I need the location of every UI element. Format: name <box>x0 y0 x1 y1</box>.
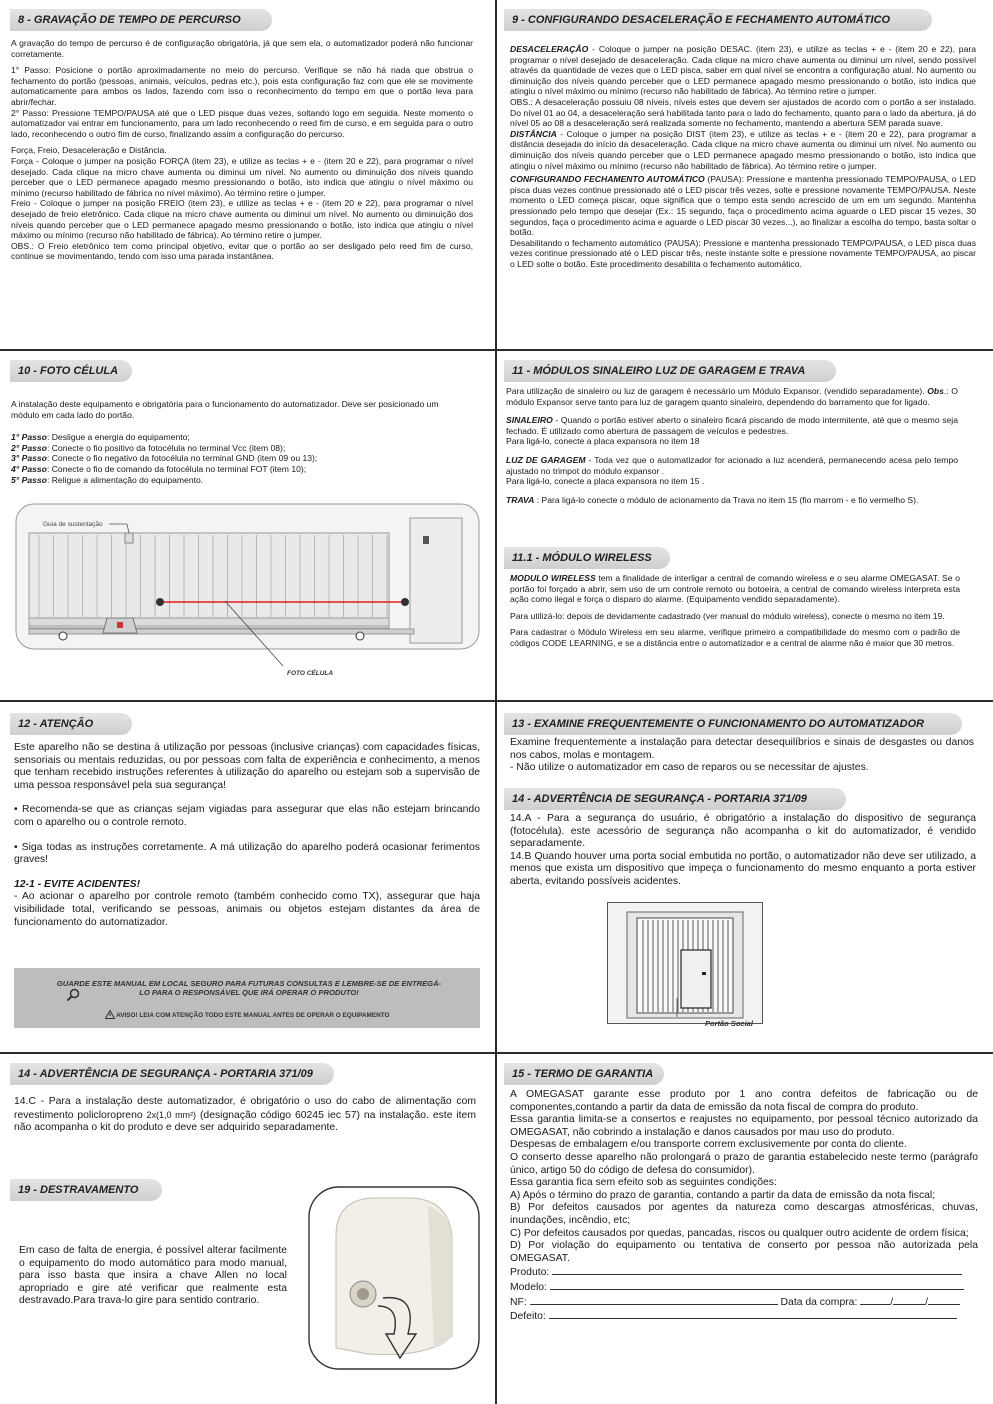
social-door-label: Portão Social <box>705 1019 753 1028</box>
paragraph: • Siga todas as instruções corretamente. A má utilização do aparelho poderá ocasionar ferimentos graves! <box>14 841 480 866</box>
section-8-text <box>11 38 473 262</box>
step-text: : Conecte o fio negativo da fotocélula no terminal GND (item 09 ou 13); <box>46 453 318 464</box>
section-14c-title: 14 - ADVERTÊNCIA DE SEGURANÇA - PORTARIA 371/09 <box>10 1063 334 1085</box>
gate-photocell-diagram <box>15 503 481 683</box>
text: 14.C - Para a instalação deste automatizador, é obrigatório o uso do cabo de alimentação com revestimento policloropreno <box>14 1096 476 1121</box>
paragraph: Essa garantia limita-se a consertos e reajustes no equipamento, por pessoal técnico autorizado da OMEGASAT, não cobrindo a instalação e danos causados por mau uso do produto. <box>510 1114 978 1138</box>
field-label: Data da compra: <box>780 1296 858 1308</box>
warning-icon <box>105 1010 115 1019</box>
section-14-title: 14 - ADVERTÊNCIA DE SEGURANÇA - PORTARIA 371/09 <box>504 788 846 810</box>
step-label: 4° Passo <box>11 463 47 474</box>
steps-list <box>11 432 441 485</box>
section-15-text <box>510 1089 978 1324</box>
blank-line <box>550 1280 964 1290</box>
cable-spec: 2x(1,0 mm²) <box>146 1109 197 1120</box>
step-text: : Desligue a energia do equipamento; <box>46 432 190 443</box>
notice-text: GUARDE ESTE MANUAL EM LOCAL SEGURO PARA FUTURAS CONSULTAS E LEMBRE-SE DE ENTREGÁ- LO PARA O RESPONSÁVEL QUE IRÁ OPERAR O PRODUTO! <box>56 979 442 997</box>
section-11-text <box>506 386 958 505</box>
step-label: 3° Passo <box>11 453 47 464</box>
paragraph <box>510 573 960 605</box>
paragraph <box>506 455 958 476</box>
paragraph: - Ao acionar o aparelho por controle remoto (também conhecido como TX), assegurar que haja visibilidade total, verificando se pessoas, animais ou objetos estejam distantes da área de funcionamento do automatizador. <box>14 891 480 928</box>
paragraph: Este aparelho não se destina à utilização por pessoas (inclusive crianças) com capacidades físicas, sensoriais ou mentais reduzidas, ou por pessoas com falta de experiência e conhecimento, a menos que tenham recebido instruções referentes à utilização do aparelho ou estejam sob a supervisão de uma pessoa responsável pela sua segurança! <box>14 742 480 791</box>
section-14-text <box>510 813 976 889</box>
term: TRAVA <box>506 494 535 505</box>
social-door-diagram <box>607 902 763 1028</box>
paragraph <box>510 44 976 97</box>
term: MODULO WIRELESS <box>510 573 596 583</box>
paragraph <box>14 1096 476 1135</box>
warranty-field-product[interactable] <box>510 1265 978 1280</box>
paragraph: 2° Passo: Pressione TEMPO/PAUSA até que o LED pisque duas vezes, soltando logo em seguida. Neste momento o automatizador vai entrar em funcionamento, para um lado reconhecendo o reed fim de curso, e em seguida para o outro lado, reconhecendo o outro fim de curso, finalizando assim a configuração do percurso. <box>11 107 473 139</box>
term: CONFIGURANDO FECHAMENTO AUTOMÁTICO <box>510 174 705 185</box>
text: (designação código 60245 iec 57) na instalação. este item não acompanha o kit do produto e deve ser adquirido separadamente. <box>14 1109 476 1134</box>
safety-notice <box>14 968 480 1028</box>
row-divider-1 <box>0 349 993 351</box>
step-item <box>11 432 441 443</box>
blank-line <box>530 1295 778 1305</box>
warning-text: AVISO! LEIA COM ATENÇÃO TODO ESTE MANUAL ANTES DE OPERAR O EQUIPAMENTO <box>116 1012 390 1019</box>
step-text: : Religue a alimentação do equipamento. <box>46 474 204 485</box>
section-13-title: 13 - EXAMINE FREQUENTEMENTE O FUNCIONAMENTO DO AUTOMATIZADOR <box>504 713 962 735</box>
section-12-text <box>14 742 480 929</box>
guide-label: Guia de sustentação <box>43 521 103 528</box>
term-text: - Quando o portão estiver aberto o sinaleiro ficará piscando de modo intermitente, até que o mesmo seja fechado. É utilizado como abertura de passagem de veículos e pedestres. <box>506 415 958 436</box>
warranty-field-nf[interactable]: NF: Data da compra: / / <box>510 1295 978 1310</box>
paragraph <box>510 129 976 171</box>
text: .: O módulo Expansor serve tanto para luz de garagem quanto sinaleiro, dependendo do barramento que for ligado. <box>506 386 958 407</box>
paragraph: Para ligá-lo, conecte a placa expansora no item 18 <box>506 436 700 447</box>
term: DESACELERAÇÃO <box>510 44 589 54</box>
notice-warning <box>14 1010 480 1020</box>
blank-line <box>893 1295 925 1305</box>
paragraph: OBS.: O Freio eletrônico tem como principal objetivo, evitar que o portão ao ser desligado pelo reed fim de curso, continue se movimentando, tendo com isso uma parada instantânea. <box>11 240 473 262</box>
step-item <box>11 453 441 464</box>
warranty-field-model[interactable] <box>510 1280 978 1295</box>
section-9-text <box>510 44 976 269</box>
paragraph: Em caso de falta de energia, é possível alterar facilmente o equipamento do modo automático para modo manual, para isso basta que insira a chave Allen no local apropriado e gire até verificar que realmente esta destravado.Para trava-lo gire para sentido contrario. <box>19 1245 287 1307</box>
section-10-text <box>11 399 441 485</box>
paragraph: 1° Passo: Posicione o portão aproximadamente no meio do percurso. Verifique se não há nada que obstrua o fechamento do portão (pessoas, animais, veículos, pedras etc.), pois esta configuração faz com que ele se movimente automaticamente para ambos os lados, fazendo com isso o reconhecimento do tempo em que o portão leva para abrir/fechar. <box>11 65 473 107</box>
step-text: : Conecte o fio de comando da fotocélula no terminal FOT (item 10); <box>46 463 307 474</box>
section-10-title: 10 - FOTO CÉLULA <box>10 360 132 382</box>
paragraph: - Não utilize o automatizador em caso de reparos ou se necessitar de ajustes. <box>510 762 869 774</box>
paragraph: OBS.: A desaceleração possuiu 08 níveis, níveis estes que devem ser ajustados de acordo com o portão a ser instalado. Do nível 01 ao 04, a desaceleração será habilitada tanto para o lado do fechamento, quanto para o lado da abertura, já do nível 05 ao 08 a desaceleração será realizada somente no fechamento, mantendo a abertura SEM parada suave. <box>510 96 976 129</box>
step-item <box>11 464 441 475</box>
paragraph: A OMEGASAT garante esse produto por 1 ano contra defeitos de fabricação ou de componentes,contando a partir da data de emissão da nota fiscal de compra do produto. <box>510 1089 978 1113</box>
term-text: tem a finalidade de interligar a central de comando wireless e o seu alarme OMEGASAT. Se o portão foi forçado a abrir, sem uso de um controle remoto ou botoeira, a central de comando wireless interpreta esta ação como ilegal e força o disparo do alarme. (Equipamento vendido separadamente). <box>510 573 960 605</box>
paragraph: Força - Coloque o jumper na posição FORÇA (item 23), e utilize as teclas + e - (item 20 e 22), para programar o nível desejado. Cada clique na micro chave aumenta ou diminui um nível. No aumento ou diminuição dos níveis quando perceber que o LED permanece apagado mesmo pressionando o botão, isto indica que atingiu o nível máximo ou mínimo (recurso habilitado de fábrica no nível máximo). Ao término retire o jumper. <box>11 155 473 198</box>
step-text: : Conecte o fio positivo da fotocélula no terminal Vcc (item 08); <box>46 442 286 453</box>
paragraph <box>506 386 958 407</box>
step-label: 5° Passo <box>11 474 47 485</box>
paragraph: O conserto desse aparelho não prolongará o prazo de garantia estabelecido neste termo (parágrafo único, artigo 50 do código de defesa do consumidor). <box>510 1151 978 1176</box>
section-11-1-text <box>510 573 960 655</box>
paragraph: Examine frequentemente a instalação para detectar desequilíbrios e sinais de desgastes ou danos nos cabos, molas e montagem. <box>510 737 974 761</box>
paragraph <box>506 495 958 506</box>
paragraph: Força, Freio, Desaceleração e Distância. <box>11 145 167 156</box>
term-text: (PAUSA): Pressione e mantenha pressionado TEMPO/PAUSA, o LED pisca duas vezes continue pressionado até o LED piscar três vezes, solte e pressione novamente TEMPO/PAUSA. Neste momento o LED começa piscar, oque significa que o tempo esta sendo acrescido de um em um segundo. Mantenha pressionado pelo tempo que desejar (Ex.: 15 segundo, faça o procedimento acima aguarde o LED piscar 15 vezes, 30 segundos, faça o procedimento acima e aguarde o LED piscar 30 vezes...), ao finalizar a escolha do tempo, basta soltar o botão. <box>510 174 976 238</box>
paragraph: A instalação deste equipamento e obrigatória para o funcionamento do automatizador. Deve ser posicionado um módulo em cada lado do portão. <box>11 399 439 420</box>
blank-line <box>928 1295 960 1305</box>
term-text: - Coloque o jumper na posição DESAC. (item 23), e utilize as teclas + e - (item 20 e 22), para programar o nível desejado de desaceleração. Cada clique na micro chave aumenta ou diminui um nível, sendo possível através da quantidade de vezes que o LED pisca, saber em qual nível se encontra a configuração atual. No aumento ou diminuição dos níveis quando perceber que o LED permanece apagado mesmo pressionando o botão, isto indica que atingiu o nível máximo ou mínimo (recurso não habilitado de fábrica). Ao término retire o jumper. <box>510 44 976 97</box>
blank-line <box>552 1265 962 1275</box>
photocell-label: FOTO CÉLULA <box>287 670 334 677</box>
paragraph: 14.A - Para a segurança do usuário, é obrigatório a instalação do dispositivo de segurança (fotocélula). este acessório de segurança não acompanha o kit do automatizador, é vendido separadamente. <box>510 813 976 850</box>
paragraph <box>510 174 976 238</box>
paragraph: C) Por defeitos causados por quedas, pancadas, riscos ou qualquer outro acidente de ordem física; <box>510 1227 969 1239</box>
section-11-title: 11 - MÓDULOS SINALEIRO LUZ DE GARAGEM E TRAVA <box>504 360 836 382</box>
blank-line <box>860 1295 890 1305</box>
step-item <box>11 443 441 454</box>
paragraph: Essa garantia fica sem efeito sob as seguintes condições: <box>510 1177 777 1189</box>
paragraph: Para utilizá-lo: depois de devidamente cadastrado (ver manual do módulo wireless), conecte o mesmo no item 19. <box>510 610 945 621</box>
subheading: 12-1 - EVITE ACIDENTES! <box>14 878 141 890</box>
field-label: Defeito: <box>510 1311 546 1323</box>
warranty-field-defect[interactable] <box>510 1309 978 1324</box>
step-label: 1° Passo <box>11 432 47 443</box>
paragraph: Despesas de embalagem e/ou transporte correm exclusivemente por conta do cliente. <box>510 1139 907 1151</box>
section-19-text <box>19 1245 287 1308</box>
row-divider-3 <box>0 1052 993 1054</box>
term: Obs <box>927 386 944 396</box>
section-8-title: 8 - GRAVAÇÃO DE TEMPO DE PERCURSO <box>10 9 272 31</box>
paragraph <box>506 415 958 436</box>
section-13-text <box>510 737 974 775</box>
paragraph: • Recomenda-se que as crianças sejam vigiadas para assegurar que elas não estejam brincando com o aparelho ou o controle remoto. <box>14 804 480 828</box>
section-9-title: 9 - CONFIGURANDO DESACELERAÇÃO E FECHAMENTO AUTOMÁTICO <box>504 9 932 31</box>
paragraph: Para cadastrar o Módulo Wireless em seu alarme, verifique primeiro a compatibilidade do mesmo com o padrão de códigos CODE LEARNING, e se a distância entre o automatizador e a central de alarme não é maior que 30 metros. <box>510 627 960 648</box>
paragraph: B) Por defeitos causados por agentes da natureza como descargas atmosféricas, chuvas, inundações, incêndio, etc; <box>510 1202 978 1226</box>
paragraph: A) Após o término do prazo de garantia, contando a partir da data de emissão da nota fiscal; <box>510 1189 936 1201</box>
gate-motor-image <box>308 1186 480 1370</box>
step-item <box>11 475 441 486</box>
term: SINALEIRO <box>506 415 553 426</box>
term-text: - Toda vez que o automatizador for acionado a luz acenderá, permanecendo acesa pelo tempo ajustado no trimpot do módulo expansor . <box>506 454 959 476</box>
term: DISTÂNCIA <box>510 128 557 139</box>
section-12-title: 12 - ATENÇÃO <box>10 713 132 735</box>
section-14c-text <box>14 1096 476 1135</box>
paragraph: D) Por violação do equipamento ou tentativa de conserto por pessoa não autorizada pela OMEGASAT. <box>510 1240 978 1264</box>
term-text: : Para ligá-lo conecte o módulo de acionamento da Trava no item 15 (fio marrom - e fio vermelho S). <box>534 494 919 505</box>
field-label: Produto: <box>510 1267 550 1279</box>
paragraph: Desabilitando o fechamento automático (PAUSA): Pressione e mantenha pressionado TEMPO/PAUSA, o LED pisca duas vezes continue pressionado até o LED piscar três, neste instante solte e pressione novamente TEMPO/PAUSA, ao piscar o LED solte o botão. Este procedimento desabilita o fechamento automático. <box>510 237 976 269</box>
paragraph: A gravação do tempo de percurso é de configuração obrigatória, já que sem ela, o automatizador poderá não funcionar corretamente. <box>11 38 473 59</box>
term-text: - Coloque o jumper na posição DIST (item 23), e utilize as teclas + e - (item 20 e 22), para programar a distância desejada do início da desaceleração. Cada clique na micro chave aumenta ou diminui um nível. No aumento ou diminuição dos níveis quando perceber que o LED permanece apagado mesmo pressionando o botão, isto indica que atingiu o nível máximo ou mínimo (recurso não habilitado de fábrica). Ao término retire o jumper. <box>510 128 976 171</box>
blank-line <box>549 1309 957 1319</box>
paragraph: Para ligá-lo, conecte a placa expansora no item 15 . <box>506 476 705 487</box>
row-divider-2 <box>0 700 993 702</box>
paragraph: 14.B Quando houver uma porta social embutida no portão, o automatizador não deve ser utilizado, a menos que exista um dispositivo que impeça o funcionamento do mesmo enquanto a porta estiver aberta, evitando possíveis acidentes. <box>510 850 976 887</box>
section-15-title: 15 - TERMO DE GARANTIA <box>504 1063 664 1085</box>
column-divider <box>495 0 497 1404</box>
section-11-1-title: 11.1 - MÓDULO WIRELESS <box>504 547 670 569</box>
field-label: Modelo: <box>510 1281 547 1293</box>
paragraph: Freio - Coloque o jumper na posição FREIO (item 23), e utilize as teclas + e - (item 20 e 22), para programar o nível desejado de freio eletrônico. Cada clique na micro chave aumenta ou diminui um nível. No aumento ou diminuição dos níveis quando perceber que o LED permanece apagado mesmo pressionando o botão, isto indica que atingiu o nível máximo ou mínimo (recurso não habilitado de fábrica). Ao término retire o jumper. <box>11 198 473 241</box>
step-label: 2° Passo <box>11 442 47 453</box>
text: Para utilização de sinaleiro ou luz de garagem é necessário um Módulo Expansor. (vendido separadamente). <box>506 386 928 396</box>
field-label: NF: <box>510 1296 527 1308</box>
term: LUZ DE GARAGEM <box>506 454 586 465</box>
section-19-title: 19 - DESTRAVAMENTO <box>10 1179 162 1201</box>
